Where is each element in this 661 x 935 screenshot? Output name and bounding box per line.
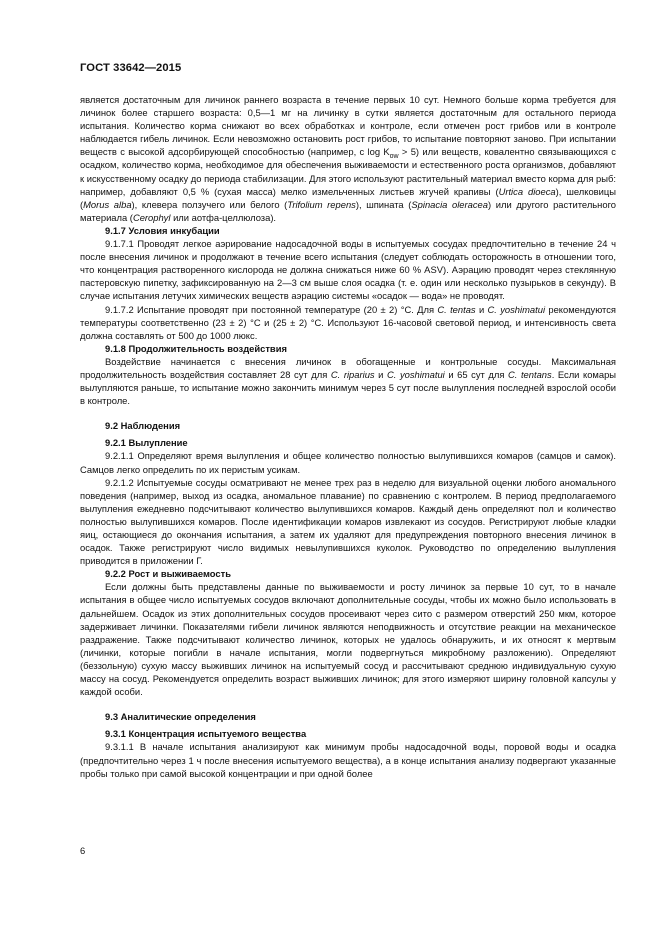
section-heading-9-2-2: 9.2.2 Рост и выживаемость <box>105 568 231 580</box>
section-heading-9-2-1: 9.2.1 Вылупление <box>105 437 188 449</box>
paragraph-9-1-8: Воздействие начинается с внесения личинок в обогащенные и контрольные сосуды. Максимальная продолжительность воздействия составляет 28 сут для С. riparius и С. yoshimatui и 65 сут для С. tentans. Если комары вылупляются раньше, то испытание можно закончить минимум через 5 сут после вылупления последней взрослой особи в контроле. <box>80 355 617 407</box>
section-heading-9-2: 9.2 Наблюдения <box>105 420 181 432</box>
paragraph-9-1-7-2: 9.1.7.2 Испытание проводят при постоянной температуре (20 ± 2) °С. Для С. tentas и С. yoshimatui рекомендуются температуры соответственно (23 ± 2) °С и (25 ± 2) °С. Используют 16-часовой световой период, и интенсивность света должна составлять от 500 до 1000 люкс. <box>80 303 616 341</box>
section-heading-9-3-1: 9.3.1 Концентрация испытуемого вещества <box>105 728 307 740</box>
paragraph-9-2-2: Если должны быть представлены данные по выживаемости и росту личинок за первые 10 сут, то в начале испытания в общее число испытуемых сосудов включают дополнительные сосуды, чтобы их можно было использовать в дальнейшем. Осадок из этих дополнительных сосудов просеивают через сито с размером отверстий 250 мкм, которое задерживает личинки. Показателями гибели личинок являются неподвижность и отсутствие реакции на механическое раздражение. Также подсчитывают количество личинок, которых не удалось обнаружить, и их относят к мертвым (личинки, которые погибли в начале испытания, могли подвергнуться микробному разложению). Определяют (беззольную) сухую массу выживших личинок на испытуемый сосуд и рассчитывают среднюю индивидуальную сухую массу на сосуд. Рекомендуется определить возраст выживших личинок; для этого измеряют ширину головной капсулы у каждой особи. <box>80 581 616 698</box>
document-body <box>80 93 616 780</box>
paragraph-9-3-1-1: 9.3.1.1 В начале испытания анализируют как минимум пробы надосадочной воды, поровой воды и осадка (предпочтительно через 1 ч после внесения испытуемого вещества), а в конце испытания анализу подвергают указанные пробы только при самой высокой концентрации и при одной более <box>80 741 616 779</box>
subscript-ow: ow <box>389 153 399 161</box>
section-heading-9-1-7: 9.1.7 Условия инкубации <box>105 224 220 236</box>
page-number: 6 <box>80 845 86 856</box>
section-heading-9-3: 9.3 Аналитические определения <box>105 711 256 723</box>
section-heading-9-1-8: 9.1.8 Продолжительность воздействия <box>105 342 287 354</box>
paragraph-9-2-1-1: 9.2.1.1 Определяют время вылупления и общее количество полностью вылупившихся комаров (самцов и самок). Самцов легко определить по их перистым усикам. <box>80 450 616 475</box>
paragraph-feeding-continued: является достаточным для личинок раннего возраста в течение первых 10 сут. Немного больше корма требуется для личинок более старшего возраста: 0,5—1 мг на личинку в сутки является достаточным для остального периода испытания. Количество корма снижают во всех обработках и контроле, если отмечен рост грибов или в контроле наблюдается гибель личинок. Если невозможно остановить рост грибов, то испытание повторяют заново. При испытании веществ с высокой адсорбирующей способностью (например, с $\log K_{ow} > 5$) или веществ, ковалентно связывающихся с осадком, количество корма, необходимое для обеспечения выживаемости и естественного роста организмов, добавляют к искусственному осадку до периода стабилизации. Для этого используют растительный материал вместо корма для рыб: например, добавляют 0,5 % (сухая масса) мелко измельченных листьев жгучей крапивы (Urtica dioeca), шелковицы (Morus alba), клевера ползучего или белого (Trifolium repens), шпината (Spinacia oleracea) или другого растительного материала (Cerophyl или аотфа-целлюлоза). <box>80 94 616 223</box>
paragraph-9-1-7-1: 9.1.7.1 Проводят легкое аэрирование надосадочной воды в испытуемых сосудах предпочтительно в течение 24 ч после внесения личинок и продолжают в течение всего испытания (следует соблюдать осторожность в отношении того, что концентрация растворенного кислорода не должна снижаться ниже 60 % ASV). Аэрацию проводят через стеклянную пастеровскую пипетку, зафиксированную на 2—3 см выше слоя осадка (т. е. один или несколько пузырьков в секунду). В случае испытания летучих химических веществ аэрацию системы «осадок — вода» не проводят. <box>80 238 616 302</box>
document-header: ГОСТ 33642—2015 <box>80 62 182 74</box>
paragraph-9-2-1-2: 9.2.1.2 Испытуемые сосуды осматривают не менее трех раз в неделю для визуальной оценки любого аномального поведения (например, выход из осадка, аномальное плавание) по сравнению с контролем. В период предполагаемого вылупления ежедневно подсчитывают количество вылупившихся комаров. Каждый день определяют пол и количество полностью вылупившихся комаров. После идентификации комаров извлекают из сосудов. Регистрируют любые кладки яиц, остающиеся до окончания испытания, а затем их удаляют для предупреждения повторного внесения личинок в осадок. Также регистрируют число видимых невылупившихся куколок. Руководство по определению вылупления приводится в приложении Г. <box>80 476 616 567</box>
